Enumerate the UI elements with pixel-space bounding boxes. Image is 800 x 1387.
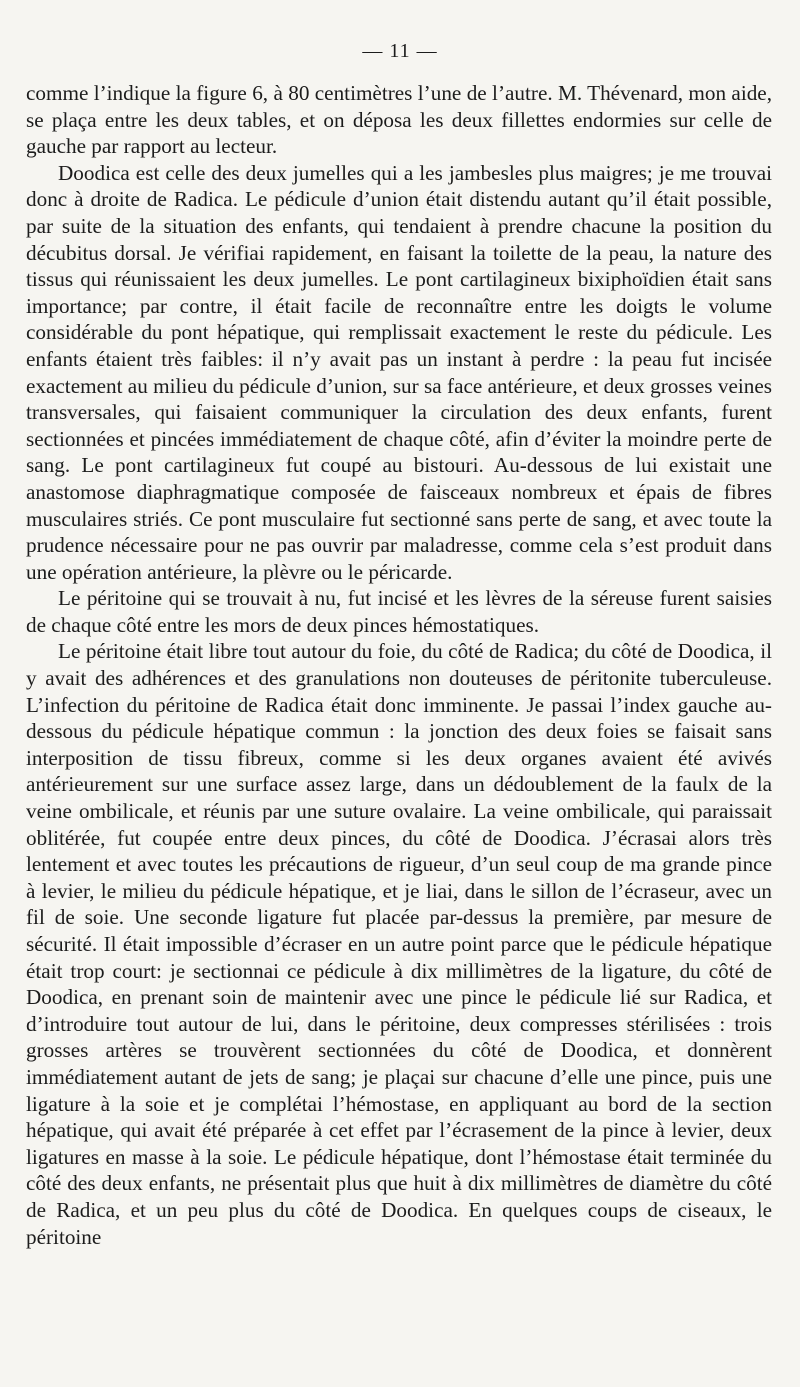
paragraph-3: Le péritoine qui se trouvait à nu, fut incisé et les lèvres de la séreuse furent saisies de chaque côté entre les mors de deux pinces hémostatiques. (26, 586, 772, 637)
paragraph-4: Le péritoine était libre tout autour du foie, du côté de Radica; du côté de Doodica, il y avait des adhérences et des granulations non douteuses de péritonite tuberculeuse. L’infection du péritoine de Radica était donc imminente. Je passai l’index gauche au-dessous du pédicule hépatique commun : la jonction des deux foies se faisait sans interposition de tissu fibreux, comme si les deux organes avaient été avivés antérieurement sur une surface assez large, dans un dédoublement de la faulx de la veine ombilicale, et réunis par une suture ovalaire. La veine ombilicale, qui paraissait oblitérée, fut coupée entre deux pinces, du côté de Doodica. J’écrasai alors très lentement et avec toutes les précautions de rigueur, d’un seul coup de ma grande pince à levier, le milieu du pédicule hépatique, et je liai, dans le sillon de l’écraseur, avec un fil de soie. Une seconde ligature fut placée par-dessus la première, par mesure de sécurité. Il était impossible d’écraser en un autre point parce que le pédicule hépatique était trop court: je sectionnai ce pédicule à dix millimètres de la ligature, du côté de Doodica, en prenant soin de maintenir avec une pince le pédicule lié sur Radica, et d’introduire tout autour de lui, dans le péritoine, deux compresses stérilisées : trois grosses artères se trouvèrent sectionnées du côté de Doodica, et donnèrent immédiatement autant de jets de sang; je plaçai sur chacune d’elle une pince, puis une ligature à la soie et je complétai l’hémostase, en appliquant au bord de la section hépatique, qui avait été préparée à cet effet par l’écrasement de la pince à levier, deux ligatures en masse à la soie. Le pédicule hépatique, dont l’hémostase était terminée du côté des deux enfants, ne présentait plus que huit à dix millimètres de diamètre du côté de Radica, et un peu plus du côté de Doodica. En quelques coups de ciseaux, le péritoine (26, 639, 772, 1249)
page-number: — 11 — (362, 40, 438, 62)
body-text (26, 80, 772, 1250)
paragraph-1: comme l’indique la figure 6, à 80 centimètres l’une de l’autre. M. Thévenard, mon aide, se plaça entre les deux tables, et on déposa les deux fillettes endormies sur celle de gauche par rapport au lecteur. (26, 81, 772, 159)
paragraph-2: Doodica est celle des deux jumelles qui a les jambesles plus maigres; je me trouvai donc à droite de Radica. Le pédicule d’union était distendu autant qu’il était possible, par suite de la situation des enfants, qui tendaient à prendre chacune la position du décubitus dorsal. Je vérifiai rapidement, en faisant la toilette de la peau, la nature des tissus qui réunissaient les deux jumelles. Le pont cartilagineux bixiphoïdien était sans importance; par contre, il était facile de reconnaître entre les doigts le volume considérable du pont hépatique, qui remplissait exactement le reste du pédicule. Les enfants étaient très faibles: il n’y avait pas un instant à perdre : la peau fut incisée exactement au milieu du pédicule d’union, sur sa face antérieure, et deux grosses veines transversales, qui faisaient communiquer la circulation des deux enfants, furent sectionnées et pincées immédiatement de chaque côté, afin d’éviter la moindre perte de sang. Le pont cartilagineux fut coupé au bistouri. Au-dessous de lui existait une anastomose diaphragmatique composée de faisceaux nombreux et épais de fibres musculaires striés. Ce pont musculaire fut sectionné sans perte de sang, et avec toute la prudence nécessaire pour ne pas ouvrir par maladresse, comme cela s’est produit dans une opération antérieure, la plèvre ou le péricarde. (26, 160, 772, 584)
